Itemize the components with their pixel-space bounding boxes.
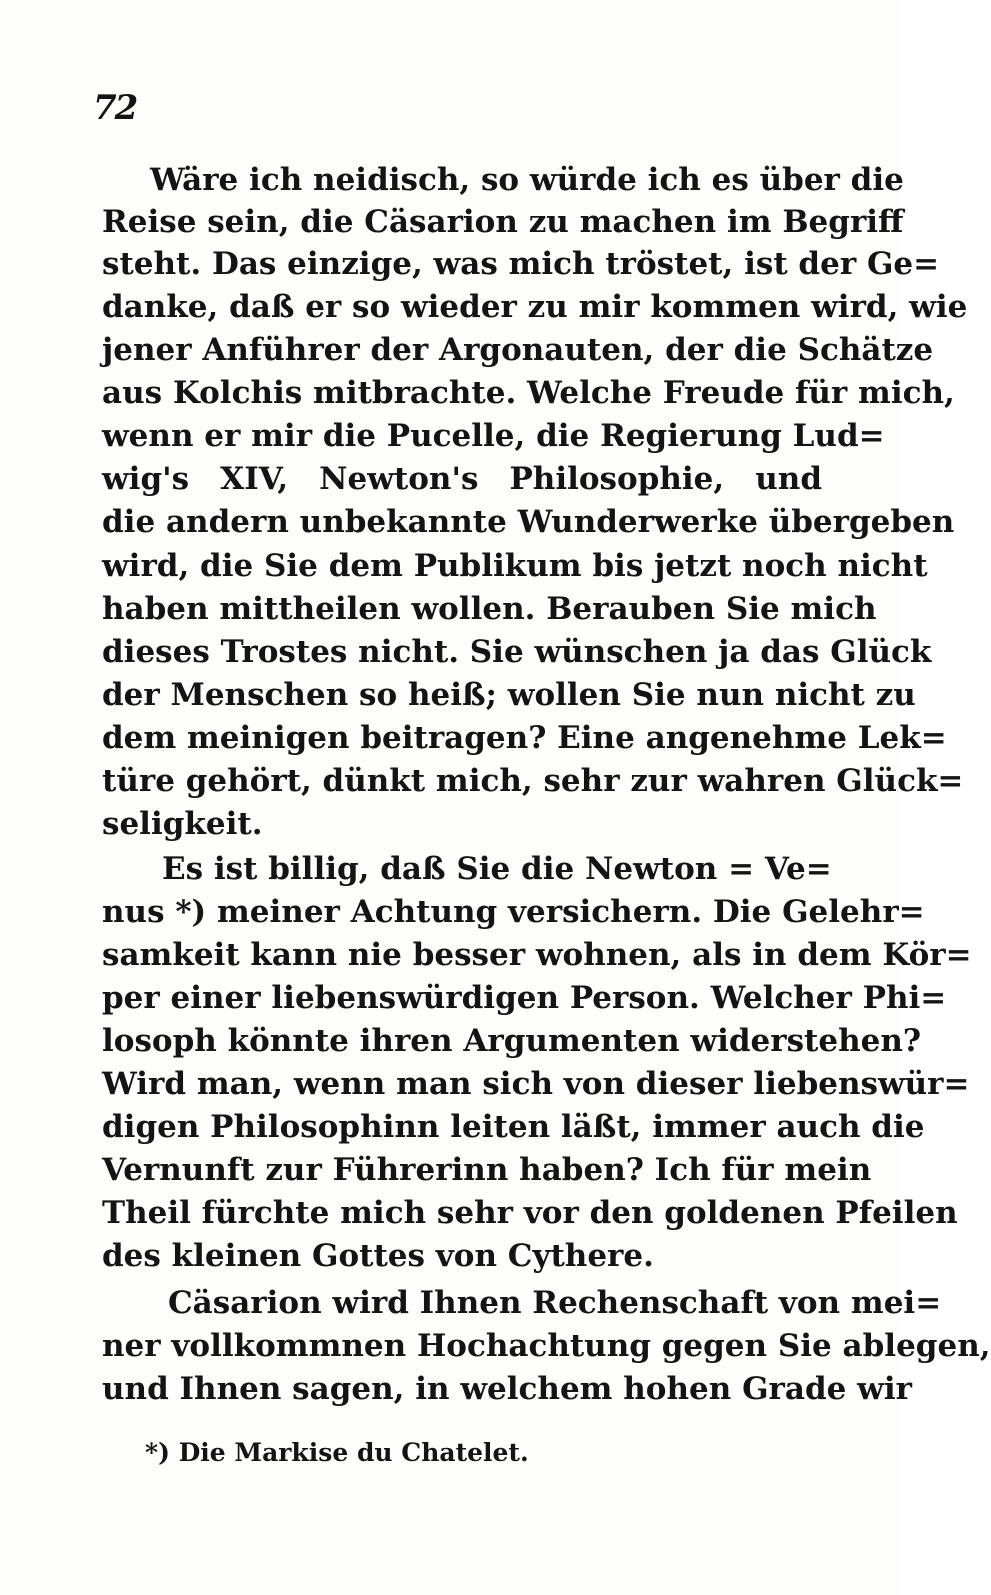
text-line: Wäre ich neidisch, so würde ich es über die [150, 162, 904, 198]
text-line: nus *) meiner Achtung versichern. Die Gelehr= [102, 894, 925, 930]
text-line: seligkeit. [102, 806, 263, 842]
text-line: wenn er mir die Pucelle, die Regierung Lud= [102, 418, 885, 454]
footnote: *) Die Markise du Chatelet. [145, 1438, 529, 1467]
text-line: Reise sein, die Cäsarion zu machen im Begriff [102, 204, 904, 240]
text-line: Es ist billig, daß Sie die Newton = Ve= [162, 851, 832, 887]
text-line: samkeit kann nie besser wohnen, als in dem Kör= [102, 937, 972, 973]
text-line: und Ihnen sagen, in welchem hohen Grade wir [102, 1371, 912, 1407]
text-line: digen Philosophinn leiten läßt, immer auch die [102, 1109, 925, 1145]
text-line: haben mittheilen wollen. Berauben Sie mich [102, 591, 877, 627]
text-line: steht. Das einzige, was mich tröstet, ist der Ge= [102, 246, 940, 282]
text-line: aus Kolchis mitbrachte. Welche Freude für mich, [102, 375, 955, 411]
text-line: dieses Trostes nicht. Sie wünschen ja das Glück [102, 634, 932, 670]
text-line: türe gehört, dünkt mich, sehr zur wahren Glück= [102, 763, 964, 799]
text-line: Cäsarion wird Ihnen Rechenschaft von mei= [168, 1285, 942, 1321]
text-line: die andern unbekannte Wunderwerke übergeben [102, 504, 955, 540]
text-line: losoph könnte ihren Argumenten widerstehen? [102, 1023, 922, 1059]
text-line: Wird man, wenn man sich von dieser liebenswür= [102, 1066, 970, 1102]
text-line: danke, daß er so wieder zu mir kommen wird, wie [102, 289, 968, 325]
text-line: der Menschen so heiß; wollen Sie nun nicht zu [102, 677, 916, 713]
page-number: 72 [93, 88, 137, 128]
text-line: per einer liebenswürdigen Person. Welcher Phi= [102, 980, 947, 1016]
text-line: Vernunft zur Führerinn haben? Ich für mein [102, 1152, 872, 1188]
text-line: des kleinen Gottes von Cythere. [102, 1238, 654, 1274]
text-line: Theil fürchte mich sehr vor den goldenen Pfeilen [102, 1195, 958, 1231]
text-line: ner vollkommnen Hochachtung gegen Sie ablegen, [102, 1328, 991, 1364]
text-line: jener Anführer der Argonauten, der die Schätze [102, 332, 934, 368]
text-line: wird, die Sie dem Publikum bis jetzt noch nicht [102, 548, 928, 584]
text-line: dem meinigen beitragen? Eine angenehme Lek= [102, 720, 947, 756]
text-line: wig's XIV, Newton's Philosophie, und [102, 461, 822, 497]
